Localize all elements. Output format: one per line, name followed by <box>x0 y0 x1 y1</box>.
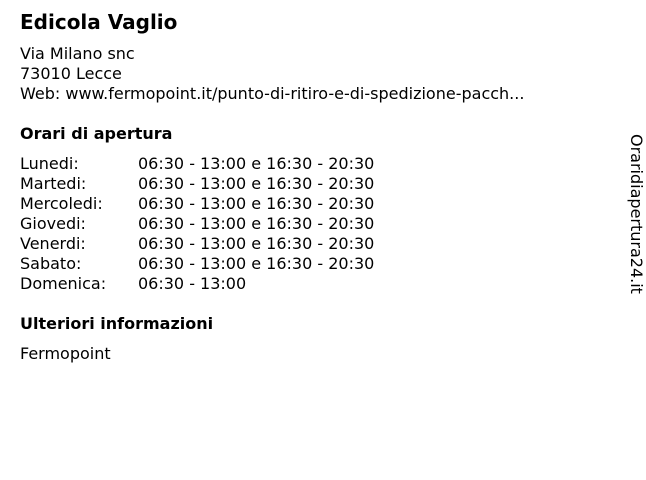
hours-table <box>20 154 600 294</box>
info-section-title: Ulteriori informazioni <box>20 314 214 333</box>
day-label: Domenica: <box>20 274 107 293</box>
day-label: Lunedi: <box>20 154 79 173</box>
time-value: 06:30 - 13:00 e 16:30 - 20:30 <box>138 214 375 233</box>
time-value: 06:30 - 13:00 e 16:30 - 20:30 <box>138 174 375 193</box>
info-text: Fermopoint <box>20 344 111 363</box>
hours-row-friday <box>20 234 600 254</box>
day-label: Martedi: <box>20 174 87 193</box>
hours-row-monday <box>20 154 600 174</box>
store-detail-card <box>20 8 600 364</box>
hours-row-saturday <box>20 254 600 274</box>
day-label: Sabato: <box>20 254 82 273</box>
hours-row-wednesday <box>20 194 600 214</box>
store-name: Edicola Vaglio <box>20 10 178 34</box>
time-value: 06:30 - 13:00 <box>138 274 247 293</box>
day-label: Venerdi: <box>20 234 86 253</box>
address-line-city: 73010 Lecce <box>20 64 122 83</box>
day-label: Mercoledi: <box>20 194 103 213</box>
hours-row-sunday <box>20 274 600 294</box>
time-value: 06:30 - 13:00 e 16:30 - 20:30 <box>138 254 375 273</box>
time-value: 06:30 - 13:00 e 16:30 - 20:30 <box>138 194 375 213</box>
site-watermark: Oraridiapertura24.it <box>627 134 646 294</box>
hours-section-title: Orari di apertura <box>20 124 173 143</box>
hours-row-tuesday <box>20 174 600 194</box>
time-value: 06:30 - 13:00 e 16:30 - 20:30 <box>138 234 375 253</box>
address-line-street: Via Milano snc <box>20 44 135 63</box>
day-label: Giovedi: <box>20 214 86 233</box>
time-value: 06:30 - 13:00 e 16:30 - 20:30 <box>138 154 375 173</box>
website-link[interactable]: Web: www.fermopoint.it/punto-di-ritiro-e-di-spedizione-pacch... <box>20 84 525 103</box>
hours-row-thursday <box>20 214 600 234</box>
